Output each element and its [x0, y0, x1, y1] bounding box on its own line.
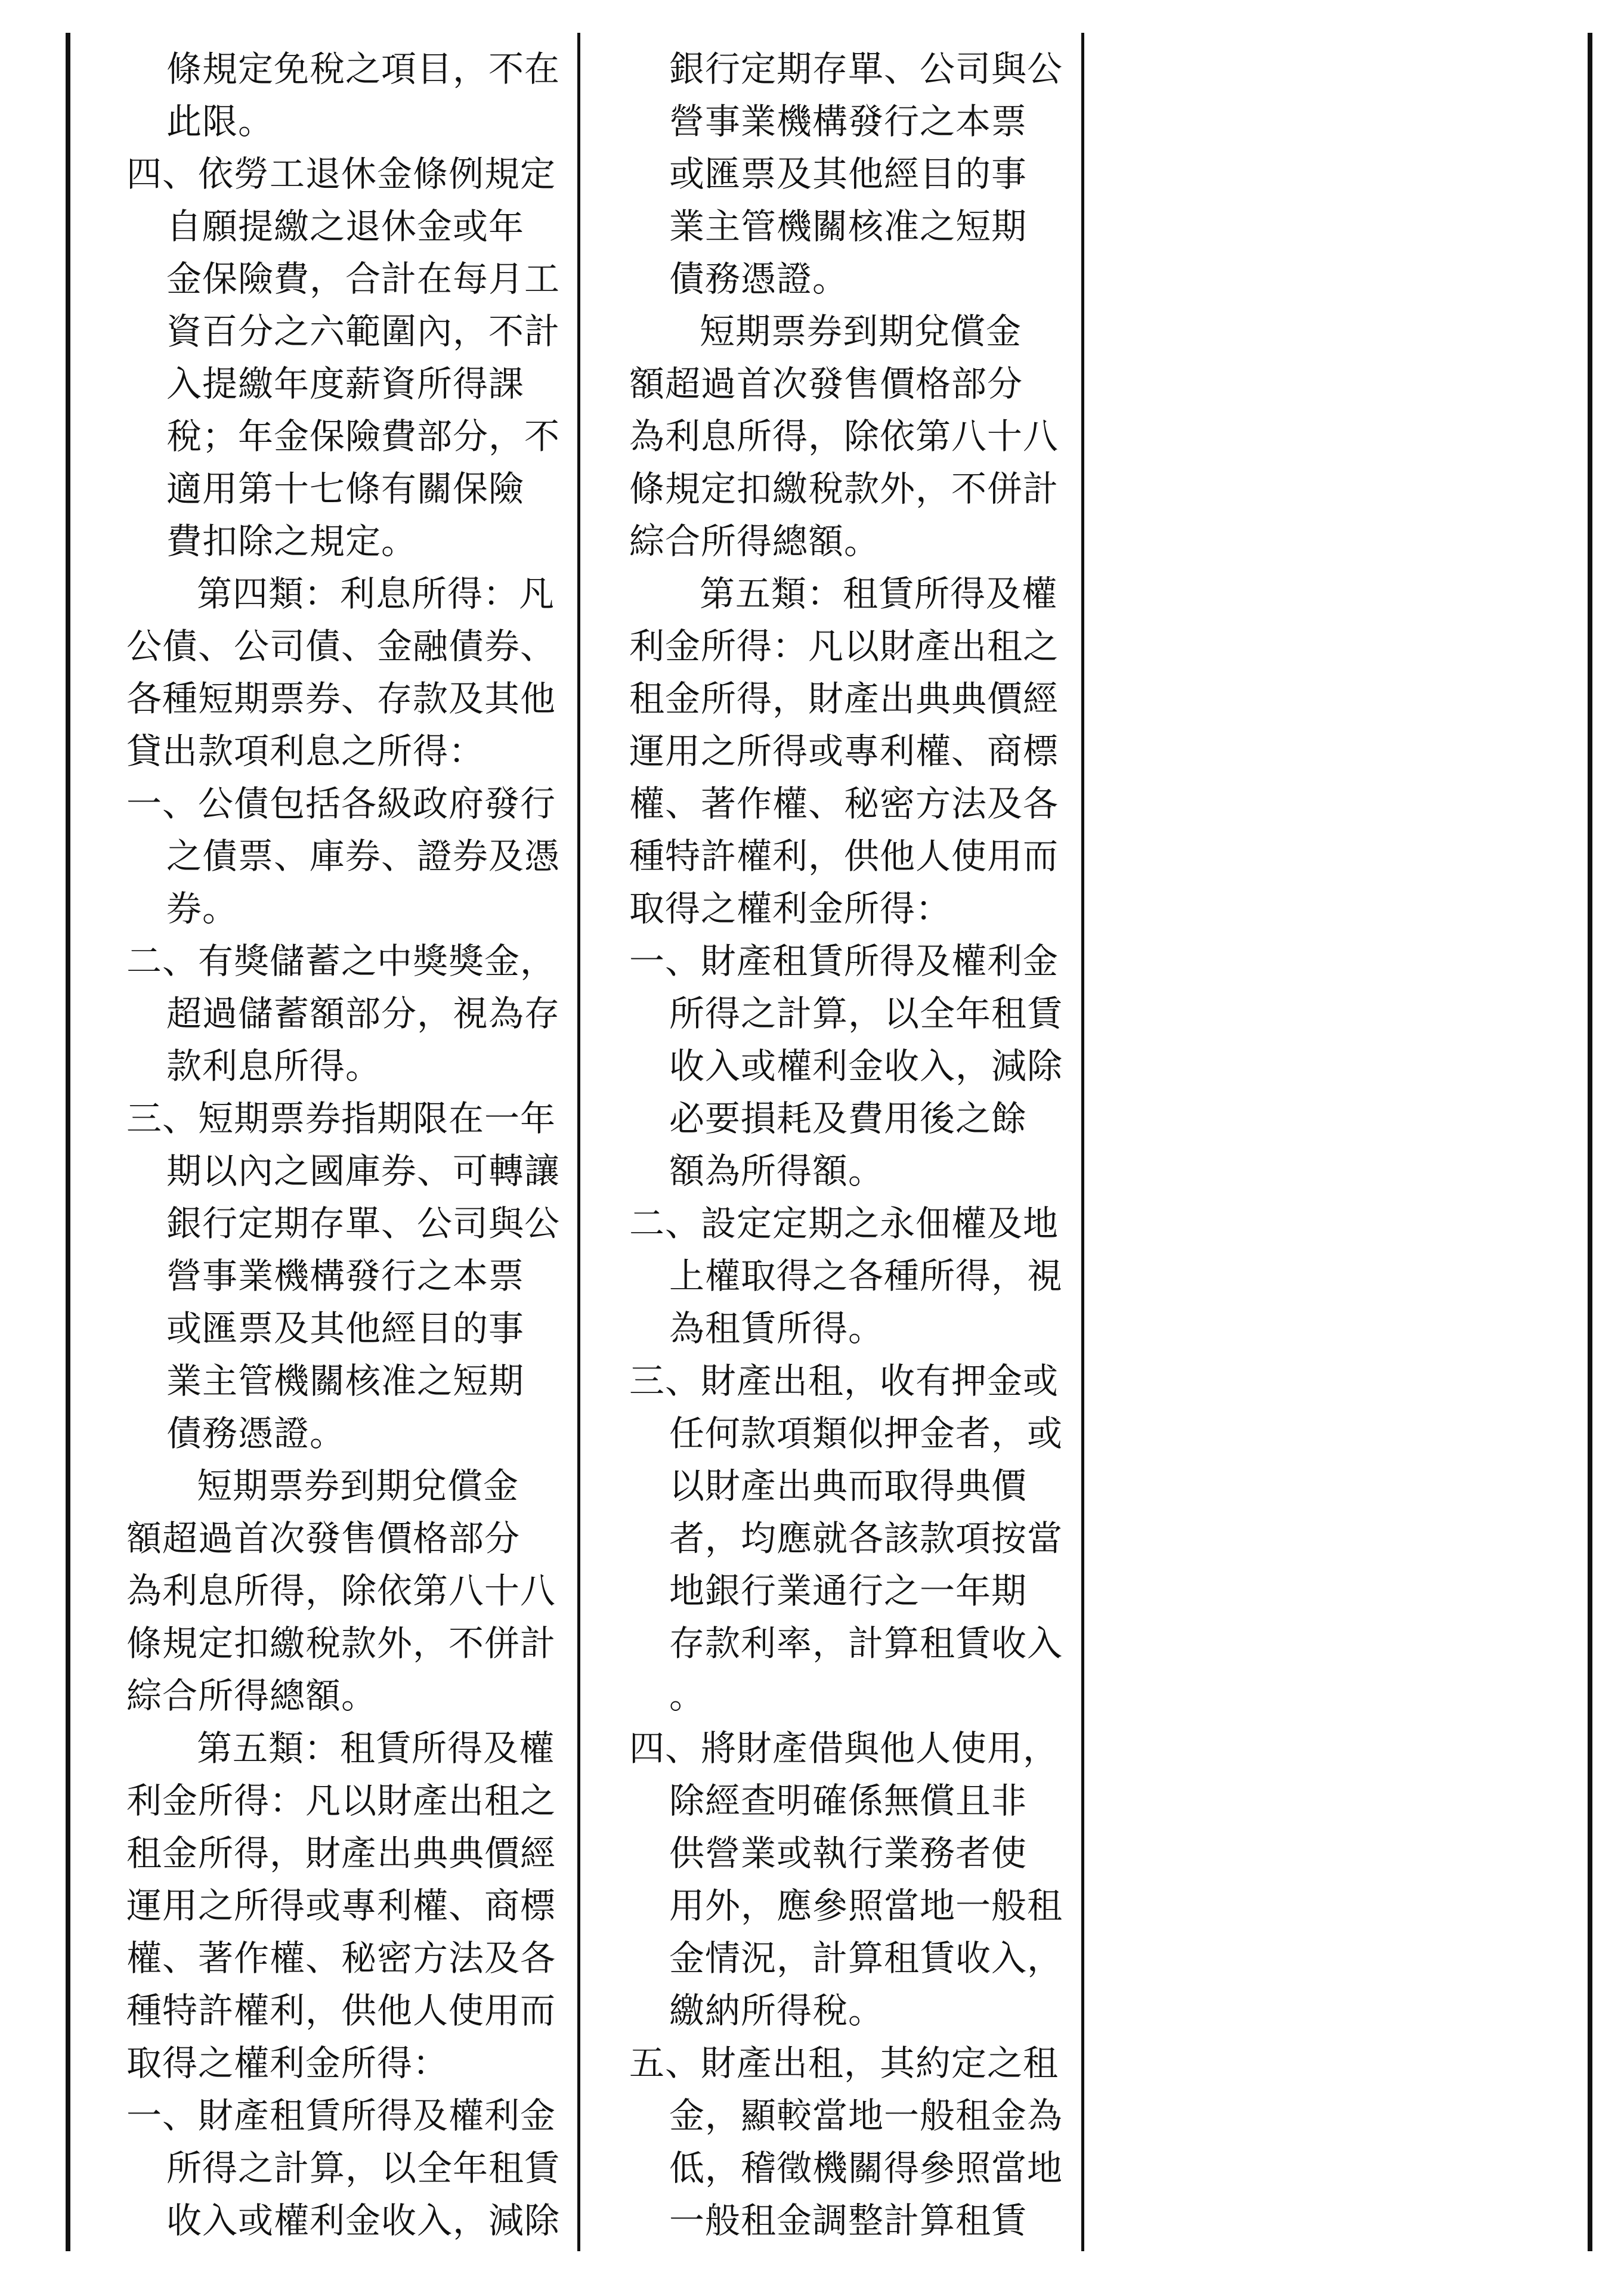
text-line: 上權取得之各種所得，視	[669, 1255, 1063, 1296]
text-line: 一、財產租賃所得及權利金	[126, 2095, 556, 2136]
text-line: 存款利率，計算租賃收入	[669, 1623, 1063, 1664]
text-line: 稅；年金保險費部分，不	[166, 416, 561, 457]
text-line: 適用第十七條有關保險	[166, 468, 525, 509]
text-line: 權、著作權、秘密方法及各	[126, 1938, 556, 1979]
text-line: 種特許權利，供他人使用而	[126, 1990, 556, 2031]
text-column-left	[126, 43, 561, 2247]
text-line: 營事業機構發行之本票	[166, 1255, 525, 1296]
text-line: 種特許權利，供他人使用而	[629, 835, 1059, 877]
text-line: 四、將財產借與他人使用，	[629, 1728, 1059, 1769]
text-line: 綜合所得總額。	[126, 1675, 378, 1716]
text-line: 券。	[166, 888, 239, 929]
text-line: 二、設定定期之永佃權及地	[629, 1203, 1059, 1244]
text-line: 之債票、庫券、證券及憑	[166, 835, 561, 877]
text-line: 收入或權利金收入，減除	[669, 1045, 1063, 1087]
text-line: 必要損耗及費用後之餘	[669, 1098, 1028, 1139]
text-line: 銀行定期存單、公司與公	[166, 1203, 561, 1244]
text-line: 債務憑證。	[166, 1413, 346, 1454]
text-line: 自願提繳之退休金或年	[166, 206, 525, 247]
text-line: 公債、公司債、金融債券、	[126, 626, 556, 667]
left-border-rule	[66, 33, 70, 2251]
text-line: 地銀行業通行之一年期	[669, 1570, 1028, 1611]
text-line: 入提繳年度薪資所得課	[166, 363, 525, 404]
text-line: 或匯票及其他經目的事	[166, 1308, 525, 1349]
text-line: 低，稽徵機關得參照當地	[669, 2147, 1063, 2189]
text-line: 二、有獎儲蓄之中獎獎金，	[126, 940, 556, 982]
text-line: 取得之權利金所得：	[126, 2042, 449, 2084]
text-line: 四、依勞工退休金條例規定	[126, 153, 556, 194]
text-line: 第五類：租賃所得及權	[197, 1728, 555, 1769]
text-line: 額超過首次發售價格部分	[126, 1518, 521, 1559]
column-divider-2	[1081, 33, 1084, 2251]
text-line: 金情況，計算租賃收入，	[669, 1938, 1063, 1979]
text-line: 三、財產出租，收有押金或	[629, 1360, 1059, 1401]
text-line: 期以內之國庫券、可轉讓	[166, 1150, 561, 1191]
text-line: 收入或權利金收入，減除	[166, 2200, 561, 2241]
text-line: 一、公債包括各級政府發行	[126, 783, 556, 824]
text-line: 除經查明確係無償且非	[669, 1780, 1028, 1821]
text-line: 為利息所得，除依第八十八	[629, 416, 1059, 457]
text-line: 額超過首次發售價格部分	[629, 363, 1023, 404]
text-line: 任何款項類似押金者，或	[669, 1413, 1063, 1454]
text-line: 運用之所得或專利權、商標	[629, 731, 1059, 772]
text-line: 金，顯較當地一般租金為	[669, 2095, 1063, 2136]
text-line: 短期票券到期兌償金	[197, 1465, 519, 1506]
text-line: 所得之計算，以全年租賃	[669, 993, 1063, 1034]
text-line: 額為所得額。	[669, 1150, 884, 1191]
text-line: 利金所得：凡以財產出租之	[629, 626, 1059, 667]
text-column-right	[629, 43, 1063, 2247]
text-line: 條規定扣繳稅款外，不併計	[126, 1623, 556, 1664]
text-line: 一、財產租賃所得及權利金	[629, 940, 1059, 982]
text-line: 短期票券到期兌償金	[700, 311, 1022, 352]
text-line: 費扣除之規定。	[166, 521, 417, 562]
right-border-rule	[1588, 33, 1592, 2251]
text-line: 銀行定期存單、公司與公	[669, 48, 1063, 89]
text-line: 債務憑證。	[669, 258, 849, 299]
text-line: 者，均應就各該款項按當	[669, 1518, 1063, 1559]
text-line: 權、著作權、秘密方法及各	[629, 783, 1059, 824]
text-line: 為租賃所得。	[669, 1308, 884, 1349]
text-line: 五、財產出租，其約定之租	[629, 2042, 1059, 2084]
text-line: 營事業機構發行之本票	[669, 101, 1028, 142]
text-line: 以財產出典而取得典價	[669, 1465, 1028, 1506]
text-line: 利金所得：凡以財產出租之	[126, 1780, 556, 1821]
text-line: 綜合所得總額。	[629, 521, 880, 562]
text-line: 租金所得，財產出典典價經	[629, 678, 1059, 719]
column-divider-1	[577, 33, 580, 2251]
text-line: 供營業或執行業務者使	[669, 1833, 1028, 1874]
text-line: 貸出款項利息之所得：	[126, 731, 485, 772]
text-line: 三、短期票券指期限在一年	[126, 1098, 556, 1139]
text-line: 業主管機關核准之短期	[166, 1360, 525, 1401]
text-line: 各種短期票券、存款及其他	[126, 678, 556, 719]
text-line: 資百分之六範圍內，不計	[166, 311, 561, 352]
text-line: 款利息所得。	[166, 1045, 382, 1087]
text-line: 超過儲蓄額部分，視為存	[166, 993, 561, 1034]
text-line: 第五類：租賃所得及權	[700, 573, 1058, 614]
text-line: 租金所得，財產出典典價經	[126, 1833, 556, 1874]
text-line: 取得之權利金所得：	[629, 888, 952, 929]
text-line: 業主管機關核准之短期	[669, 206, 1028, 247]
text-line: 一般租金調整計算租賃	[669, 2200, 1028, 2241]
text-line: 或匯票及其他經目的事	[669, 153, 1028, 194]
text-line: 用外，應參照當地一般租	[669, 1885, 1063, 1926]
text-line: 金保險費，合計在每月工	[166, 258, 561, 299]
text-line: 所得之計算，以全年租賃	[166, 2147, 561, 2189]
text-line: 繳納所得稅。	[669, 1990, 884, 2031]
text-line: 運用之所得或專利權、商標	[126, 1885, 556, 1926]
text-line: 為利息所得，除依第八十八	[126, 1570, 556, 1611]
text-line: 第四類：利息所得：凡	[197, 573, 555, 614]
text-line: 。	[669, 1675, 706, 1716]
text-line: 此限。	[166, 101, 274, 142]
text-line: 條規定免稅之項目，不在	[166, 48, 561, 89]
text-line: 條規定扣繳稅款外，不併計	[629, 468, 1059, 509]
